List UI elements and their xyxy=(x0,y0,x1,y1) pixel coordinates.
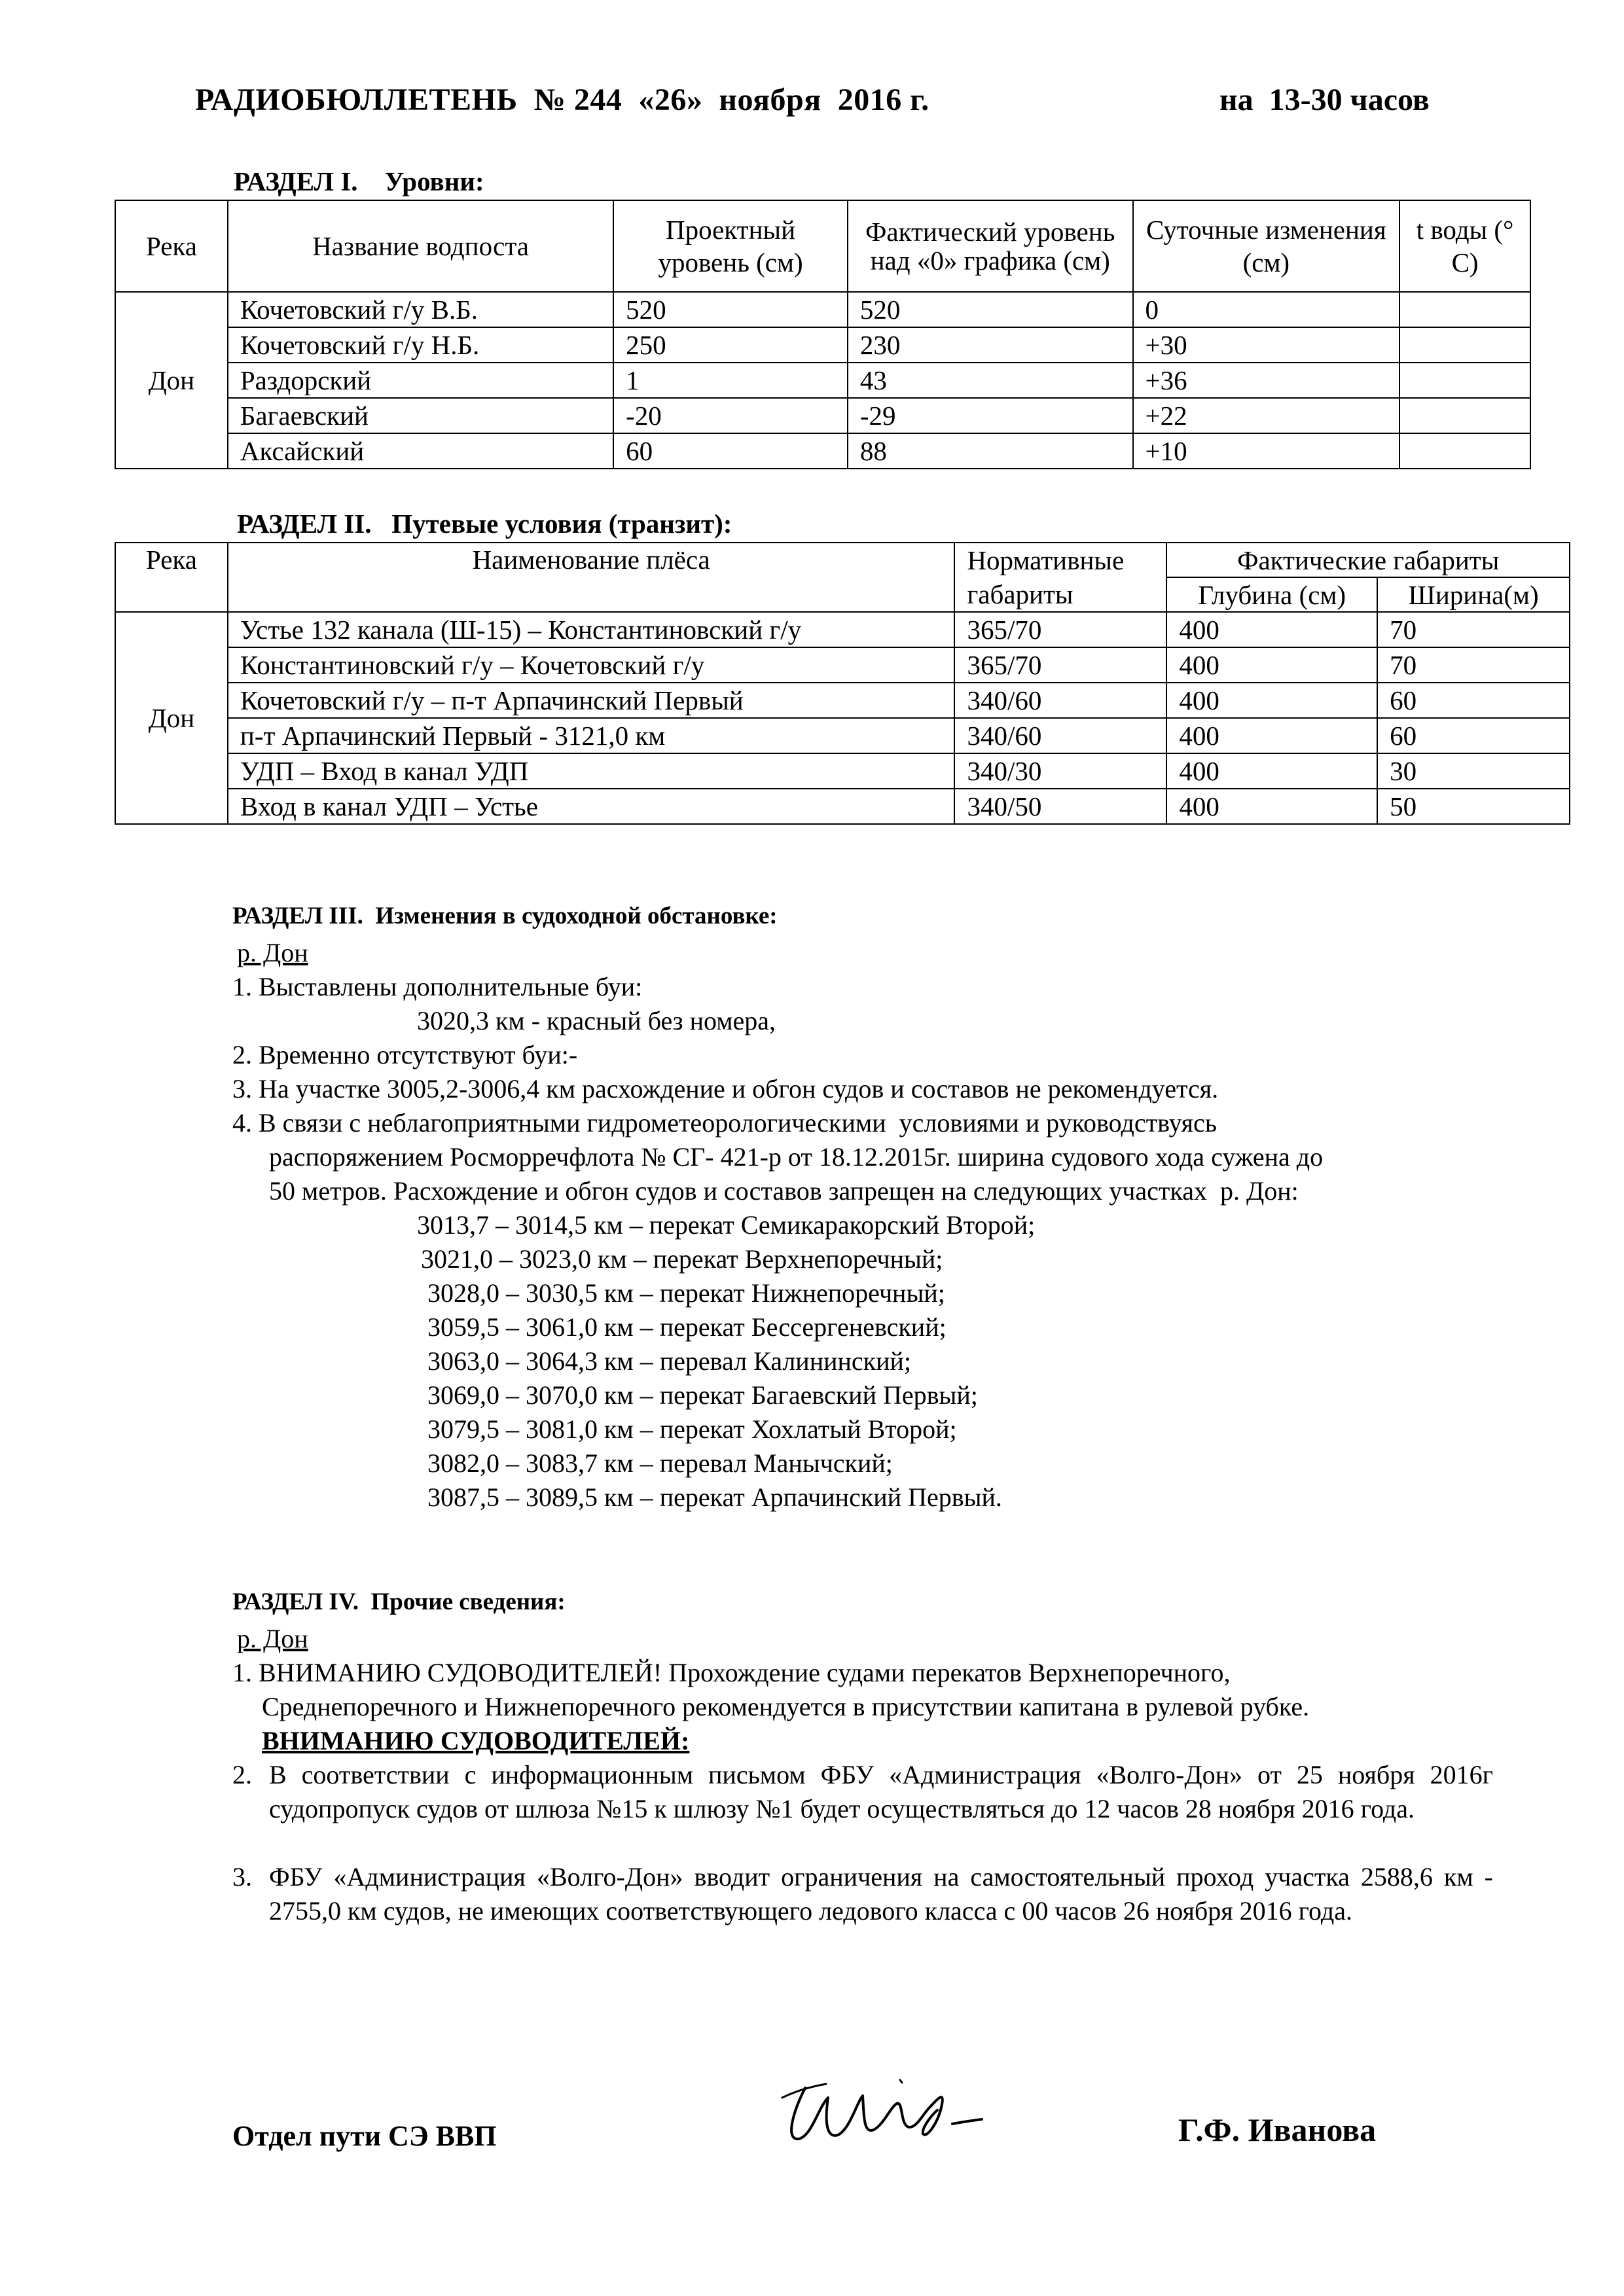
bulletin-title: РАДИОБЮЛЛЕТЕНЬ № 244 «26» ноября 2016 г. xyxy=(195,82,929,117)
table-row xyxy=(115,647,1570,683)
table-cell: 400 xyxy=(1166,647,1377,683)
table-cell: Кочетовский г/у В.Б. xyxy=(228,292,613,327)
section3-item4-line3: 50 метров. Расхождение и обгон судов и составов запрещен на следующих участках р. Дон: xyxy=(269,1176,1299,1206)
table-cell: 520 xyxy=(613,292,848,327)
table-cell: 340/60 xyxy=(954,683,1166,718)
table-row xyxy=(115,683,1570,718)
transit-col-normative: Нормативные габариты xyxy=(954,543,1166,612)
table-cell: 0 xyxy=(1133,292,1400,327)
table-cell: -29 xyxy=(848,398,1133,433)
list-item: 3082,0 – 3083,7 км – перевал Манычский; xyxy=(427,1448,893,1478)
levels-col-river: Река xyxy=(115,200,228,292)
section4-item3-text: ФБУ «Администрация «Волго-Дон» вводит ограничения на самостоятельный проход участка 2588,6 км - 2755,0 км судов, не имеющих соответствующего ледового класса с 00 часов 26 ноября 2016 года. xyxy=(269,1862,1493,1926)
section3-heading: РАЗДЕЛ III. Изменения в судоходной обстановке: xyxy=(232,903,778,929)
table-row xyxy=(115,718,1570,753)
section3-item3: 3. На участке 3005,2-3006,4 км расхождение и обгон судов и составов не рекомендуется. xyxy=(232,1074,1219,1103)
section4-item2-text: В соответствии с информационным письмом ФБУ «Администрация «Волго-Дон» от 25 ноября 2016г судопропуск судов от шлюза №15 к шлюзу №1 будет осуществляться до 12 часов 28 ноября 2016 года. xyxy=(269,1760,1493,1823)
section4-river: р. Дон xyxy=(237,1624,308,1653)
table-cell xyxy=(1399,363,1530,398)
table-cell: 230 xyxy=(848,327,1133,363)
table-cell: Кочетовский г/у Н.Б. xyxy=(228,327,613,363)
table-cell xyxy=(1399,398,1530,433)
section3-item4-line1: 4. В связи с неблагоприятными гидрометеорологическими условиями и руководствуясь xyxy=(232,1108,1217,1138)
list-item: 3079,5 – 3081,0 км – перекат Хохлатый Второй; xyxy=(427,1414,957,1444)
section3-item4-line2: распоряжением Росморречфлота № СГ- 421-р от 18.12.2015г. ширина судового хода сужена до xyxy=(269,1142,1324,1172)
table-cell: 250 xyxy=(613,327,848,363)
section1-heading: РАЗДЕЛ I. Уровни: xyxy=(234,166,484,196)
transit-table xyxy=(115,542,1570,825)
table-cell: 60 xyxy=(1377,683,1570,718)
table-row xyxy=(115,327,1530,363)
table-cell: 88 xyxy=(848,433,1133,469)
table-row xyxy=(115,292,1530,327)
levels-col-daily: Суточные изменения (см) xyxy=(1133,200,1400,292)
table-cell: +10 xyxy=(1133,433,1400,469)
table-cell: 60 xyxy=(1377,718,1570,753)
section3-item1-detail: 3020,3 км - красный без номера, xyxy=(417,1006,776,1035)
stretch-list xyxy=(417,1208,1035,1515)
table-cell: Вход в канал УДП – Устье xyxy=(228,789,955,824)
levels-col-temp: t воды (° С) xyxy=(1399,200,1530,292)
table-row xyxy=(115,398,1530,433)
table-cell xyxy=(1399,327,1530,363)
section3-item2: 2. Временно отсутствуют буи:- xyxy=(232,1040,578,1069)
list-item: 3013,7 – 3014,5 км – перекат Семикаракорский Второй; xyxy=(417,1210,1036,1240)
bulletin-time: на 13-30 часов xyxy=(1219,82,1430,117)
table-cell: +22 xyxy=(1133,398,1400,433)
list-item: 3087,5 – 3089,5 км – перекат Арпачинский Первый. xyxy=(427,1482,1002,1512)
transit-river-cell: Дон xyxy=(115,612,228,824)
table-cell: 340/30 xyxy=(954,753,1166,789)
levels-col-post: Название водпоста xyxy=(228,200,613,292)
section4-item2-number: 2. xyxy=(232,1760,252,1789)
list-item: 3069,0 – 3070,0 км – перекат Багаевский Первый; xyxy=(427,1380,978,1410)
table-cell: п-т Арпачинский Первый - 3121,0 км xyxy=(228,718,955,753)
list-item: 3021,0 – 3023,0 км – перекат Верхнепоречный; xyxy=(421,1244,943,1274)
transit-col-depth: Глубина (см) xyxy=(1166,577,1377,612)
section3-item1: 1. Выставлены дополнительные буи: xyxy=(232,972,643,1001)
section3-river: р. Дон xyxy=(237,938,308,967)
table-cell xyxy=(1399,433,1530,469)
table-cell: 340/50 xyxy=(954,789,1166,824)
table-cell: 43 xyxy=(848,363,1133,398)
table-cell: Кочетовский г/у – п-т Арпачинский Первый xyxy=(228,683,955,718)
table-cell: +30 xyxy=(1133,327,1400,363)
signatory-name: Г.Ф. Иванова xyxy=(1178,2111,1377,2148)
handwritten-signature xyxy=(766,2062,988,2160)
levels-col-actual: Фактический уровень над «0» графика (см) xyxy=(848,200,1133,292)
transit-col-river: Река xyxy=(115,543,228,612)
table-cell: 365/70 xyxy=(954,647,1166,683)
table-cell: Аксайский xyxy=(228,433,613,469)
table-cell: 400 xyxy=(1166,753,1377,789)
table-row xyxy=(115,363,1530,398)
levels-header-row xyxy=(115,200,1530,292)
table-cell: 70 xyxy=(1377,612,1570,647)
section4-item1-line1: 1. ВНИМАНИЮ СУДОВОДИТЕЛЕЙ! Прохождение судами перекатов Верхнепоречного, xyxy=(232,1658,1231,1687)
table-cell: Константиновский г/у – Кочетовский г/у xyxy=(228,647,955,683)
table-cell: 400 xyxy=(1166,683,1377,718)
section4-heading: РАЗДЕЛ IV. Прочие сведения: xyxy=(232,1588,566,1615)
table-cell: 1 xyxy=(613,363,848,398)
table-cell: 70 xyxy=(1377,647,1570,683)
list-item: 3059,5 – 3061,0 км – перекат Бессергеневский; xyxy=(427,1312,947,1342)
table-cell: 340/60 xyxy=(954,718,1166,753)
section4-item1-line2: Среднепоречного и Нижнепоречного рекомендуется в присутствии капитана в рулевой рубке. xyxy=(262,1692,1310,1721)
section4-item3-number: 3. xyxy=(232,1862,252,1892)
levels-col-design: Проектный уровень (см) xyxy=(613,200,848,292)
department-label: Отдел пути СЭ ВВП xyxy=(232,2120,497,2152)
section2-heading: РАЗДЕЛ II. Путевые условия (транзит): xyxy=(237,509,732,539)
table-cell: -20 xyxy=(613,398,848,433)
table-cell: Багаевский xyxy=(228,398,613,433)
table-row xyxy=(115,789,1570,824)
table-cell: 50 xyxy=(1377,789,1570,824)
transit-col-width: Ширина(м) xyxy=(1377,577,1570,612)
list-item: 3028,0 – 3030,5 км – перекат Нижнепоречный; xyxy=(427,1278,945,1308)
transit-col-stretch: Наименование плёса xyxy=(228,543,955,612)
list-item: 3063,0 – 3064,3 км – перевал Калининский; xyxy=(427,1346,912,1376)
table-cell: 60 xyxy=(613,433,848,469)
table-cell xyxy=(1399,292,1530,327)
table-row xyxy=(115,433,1530,469)
table-cell: Раздорский xyxy=(228,363,613,398)
attention-heading: ВНИМАНИЮ СУДОВОДИТЕЛЕЙ: xyxy=(262,1726,690,1755)
levels-table xyxy=(115,200,1531,469)
table-row xyxy=(115,753,1570,789)
table-cell: +36 xyxy=(1133,363,1400,398)
table-cell: УДП – Вход в канал УДП xyxy=(228,753,955,789)
table-cell: 400 xyxy=(1166,718,1377,753)
table-cell: 520 xyxy=(848,292,1133,327)
table-cell: 400 xyxy=(1166,612,1377,647)
table-cell: 30 xyxy=(1377,753,1570,789)
levels-river-cell: Дон xyxy=(115,292,228,469)
table-cell: 365/70 xyxy=(954,612,1166,647)
table-cell: Устье 132 канала (Ш-15) – Константиновский г/у xyxy=(228,612,955,647)
transit-col-actual: Фактические габариты xyxy=(1166,543,1570,577)
table-row xyxy=(115,612,1570,647)
table-cell: 400 xyxy=(1166,789,1377,824)
